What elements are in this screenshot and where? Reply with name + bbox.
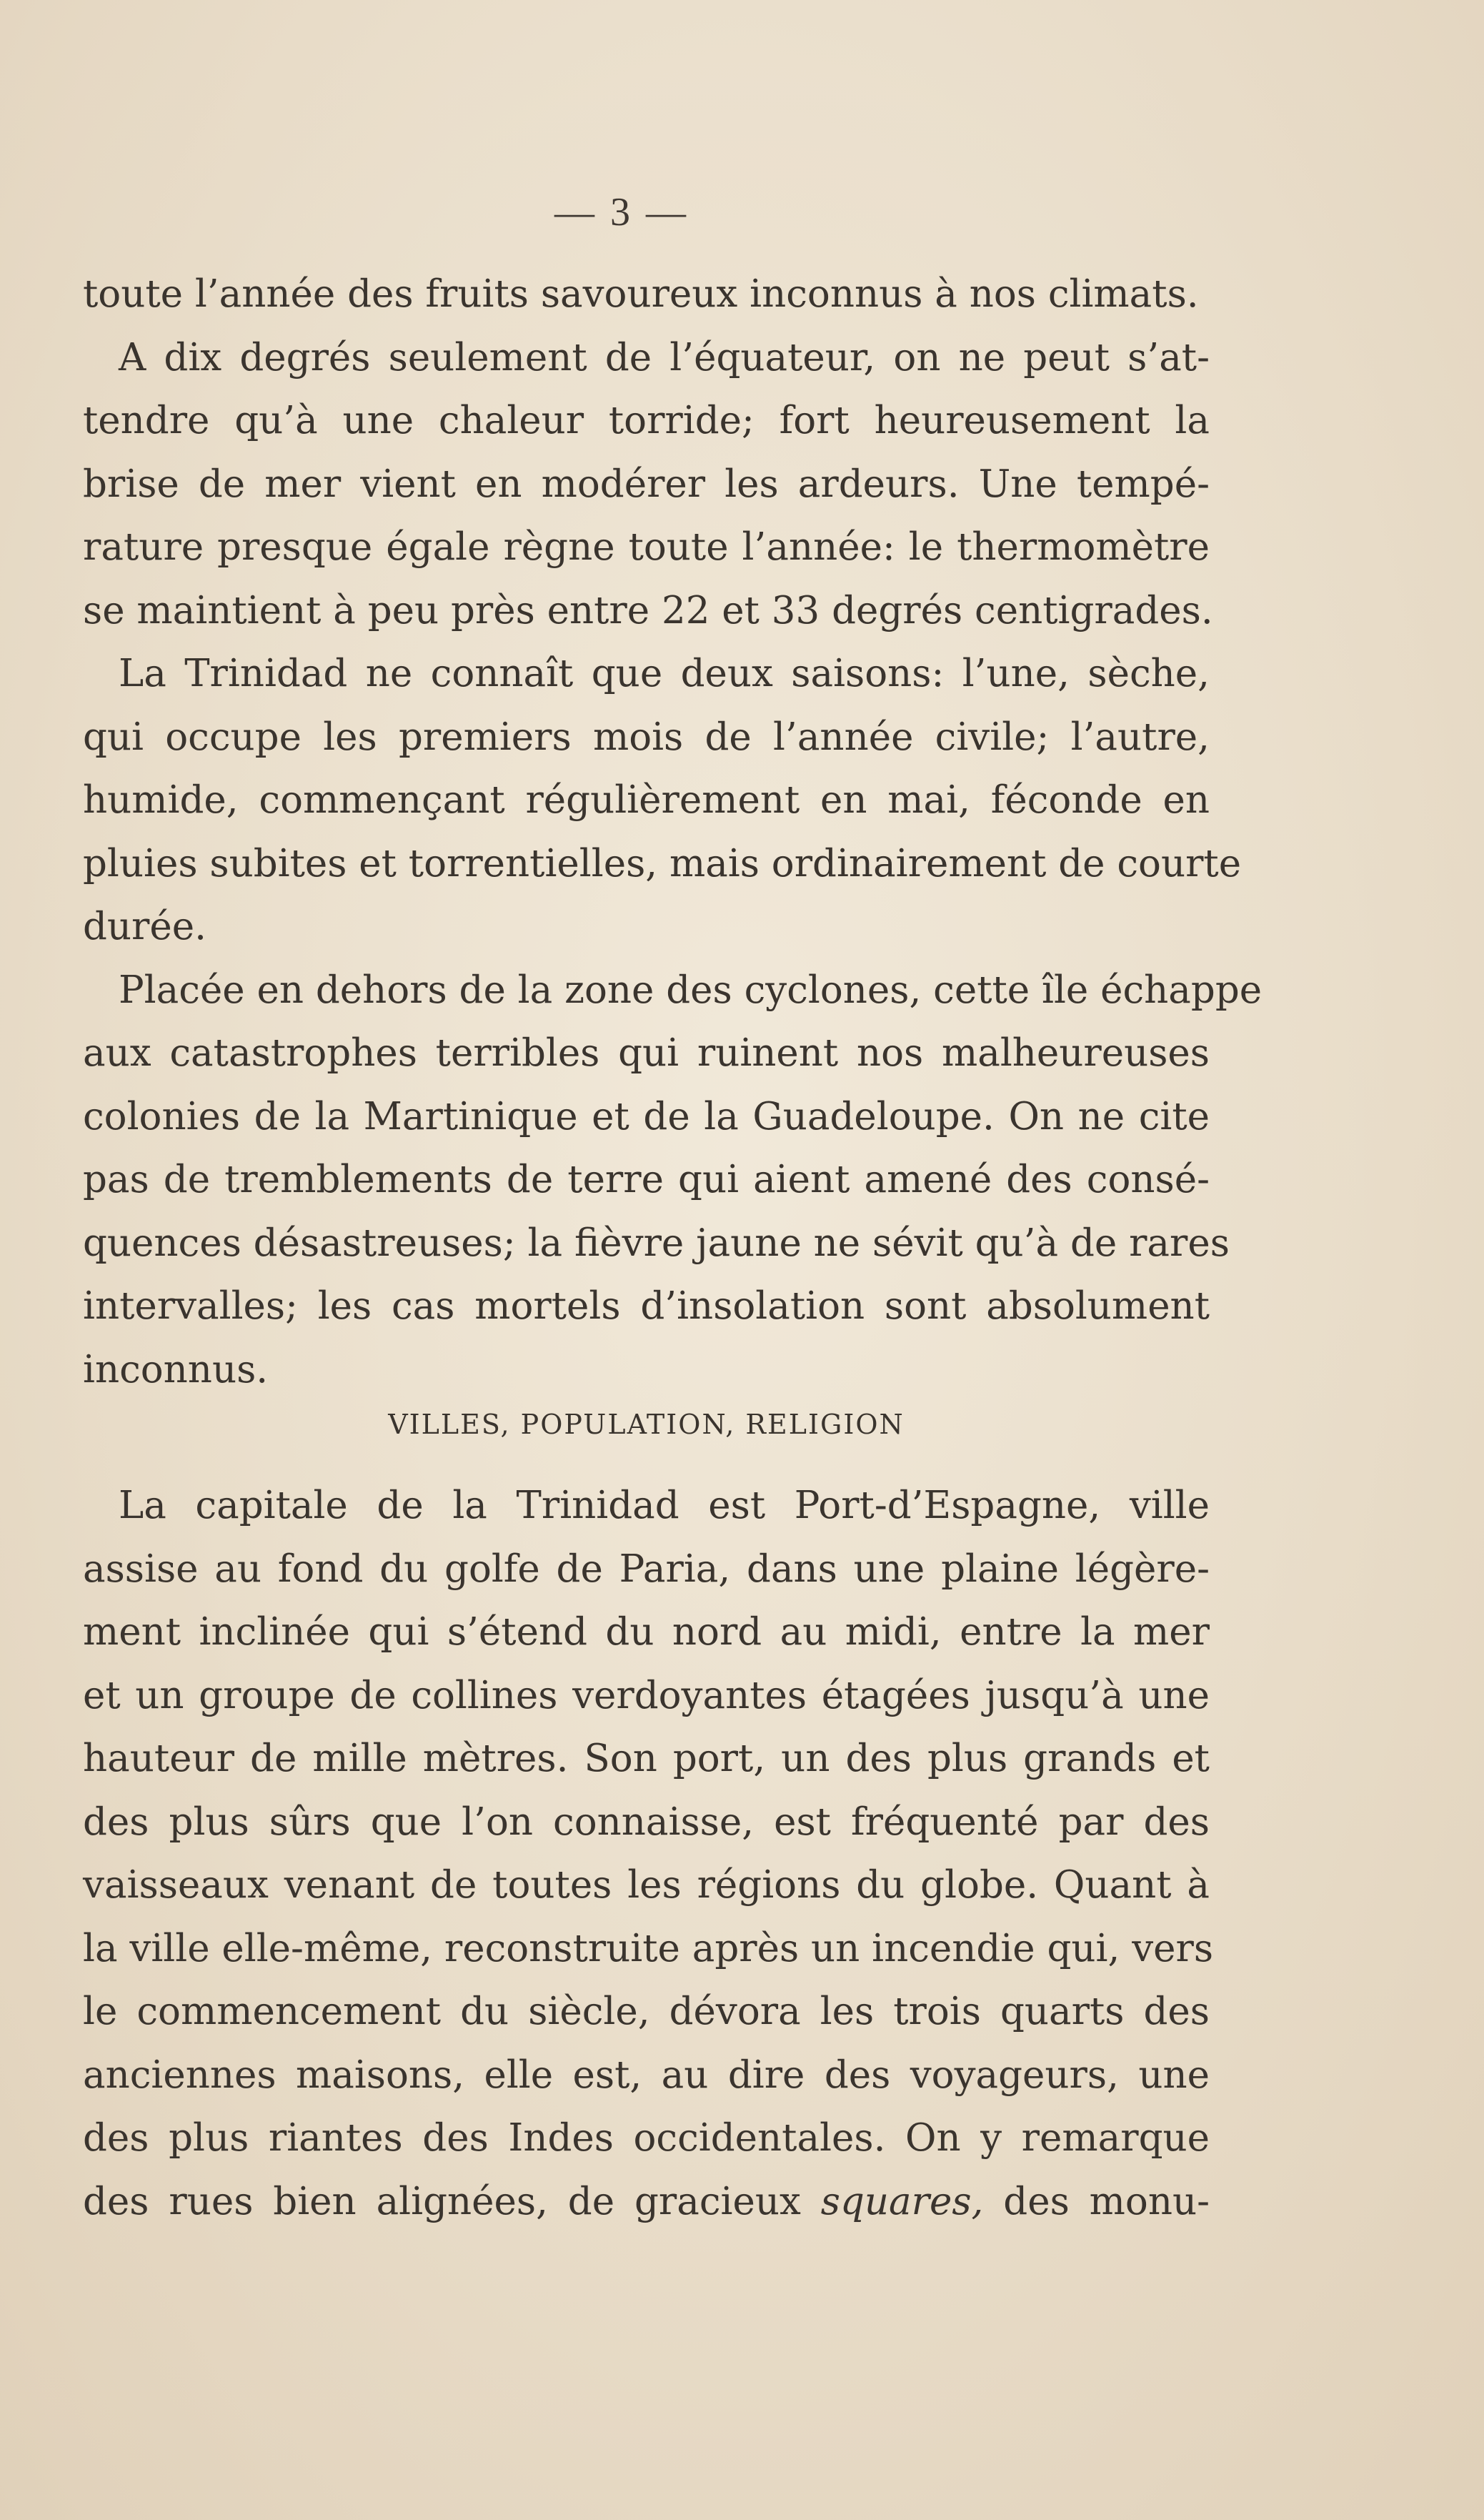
text-line: la ville elle-même, reconstruite après un incendie qui, vers — [83, 1926, 1214, 1970]
text-line: brise de mer vient en modérer les ardeurs. Une tempé- — [83, 462, 1210, 506]
text-line: pluies subites et torrentielles, mais ordinairement de courte — [83, 841, 1242, 886]
text-line: A dix degrés seulement de l’équateur, on ne peut s’at- — [119, 335, 1210, 380]
text-line: colonies de la Martinique et de la Guadeloupe. On ne cite — [83, 1094, 1210, 1139]
text-line: des plus riantes des Indes occidentales. On y remarque — [83, 2116, 1210, 2160]
text-line: tendre qu’à une chaleur torride; fort heureusement la — [83, 399, 1210, 442]
text-line: qui occupe les premiers mois de l’année civile; l’autre, — [83, 715, 1210, 759]
text-line: Placée en dehors de la zone des cyclones, cette île échappe — [119, 968, 1263, 1012]
text-line: et un groupe de collines verdoyantes étagées jusqu’à une — [83, 1673, 1210, 1717]
text-line: toute l’année des fruits savoureux inconnus à nos climats. — [83, 272, 1199, 316]
text-line: La Trinidad ne connaît que deux saisons: l’une, sèche, — [119, 652, 1210, 695]
text-line — [83, 2171, 1210, 2234]
text-line: rature presque égale règne toute l’année: le thermomètre — [83, 525, 1210, 569]
text-run: des monu- — [983, 2179, 1210, 2223]
text-line: des plus sûrs que l’on connaisse, est fréquenté par des — [83, 1800, 1210, 1844]
text-block-climate — [83, 263, 1263, 1402]
text-line: vaisseaux venant de toutes les régions du globe. Quant à — [83, 1863, 1210, 1907]
text-line: se maintient à peu près entre 22 et 33 degrés centigrades. — [83, 588, 1213, 633]
text-run: des rues bien alignées, de gracieux — [83, 2179, 821, 2223]
text-line: humide, commençant régulièrement en mai, féconde en — [83, 778, 1210, 822]
page-number: — 3 — — [554, 190, 689, 234]
text-line: le commencement du siècle, dévora les trois quarts des — [83, 1990, 1210, 2033]
text-line: La capitale de la Trinidad est Port-d’Espagne, ville — [119, 1484, 1210, 1527]
text-line: anciennes maisons, elle est, au dire des voyageurs, une — [83, 2053, 1210, 2097]
text-line: quences désastreuses; la fièvre jaune ne sévit qu’à de rares — [83, 1221, 1230, 1265]
text-line: durée. — [83, 905, 206, 948]
text-line: assise au fond du golfe de Paria, dans une plaine légère- — [83, 1547, 1210, 1591]
text-block-cities — [83, 1474, 1214, 2171]
body-text — [83, 263, 1263, 2233]
text-line: pas de tremblements de terre qui aient amené des consé- — [83, 1158, 1210, 1201]
section-heading: VILLES, POPULATION, RELIGION — [388, 1409, 905, 1440]
text-line: aux catastrophes terribles qui ruinent nos malheureuses — [83, 1031, 1210, 1075]
text-line: hauteur de mille mètres. Son port, un des plus grands et — [83, 1737, 1210, 1780]
text-line: inconnus. — [83, 1347, 269, 1392]
text-line: intervalles; les cas mortels d’insolation sont absolument — [83, 1284, 1210, 1328]
text-line: ment inclinée qui s’étend du nord au midi, entre la mer — [83, 1610, 1210, 1654]
italic-word: squares, — [820, 2179, 984, 2223]
